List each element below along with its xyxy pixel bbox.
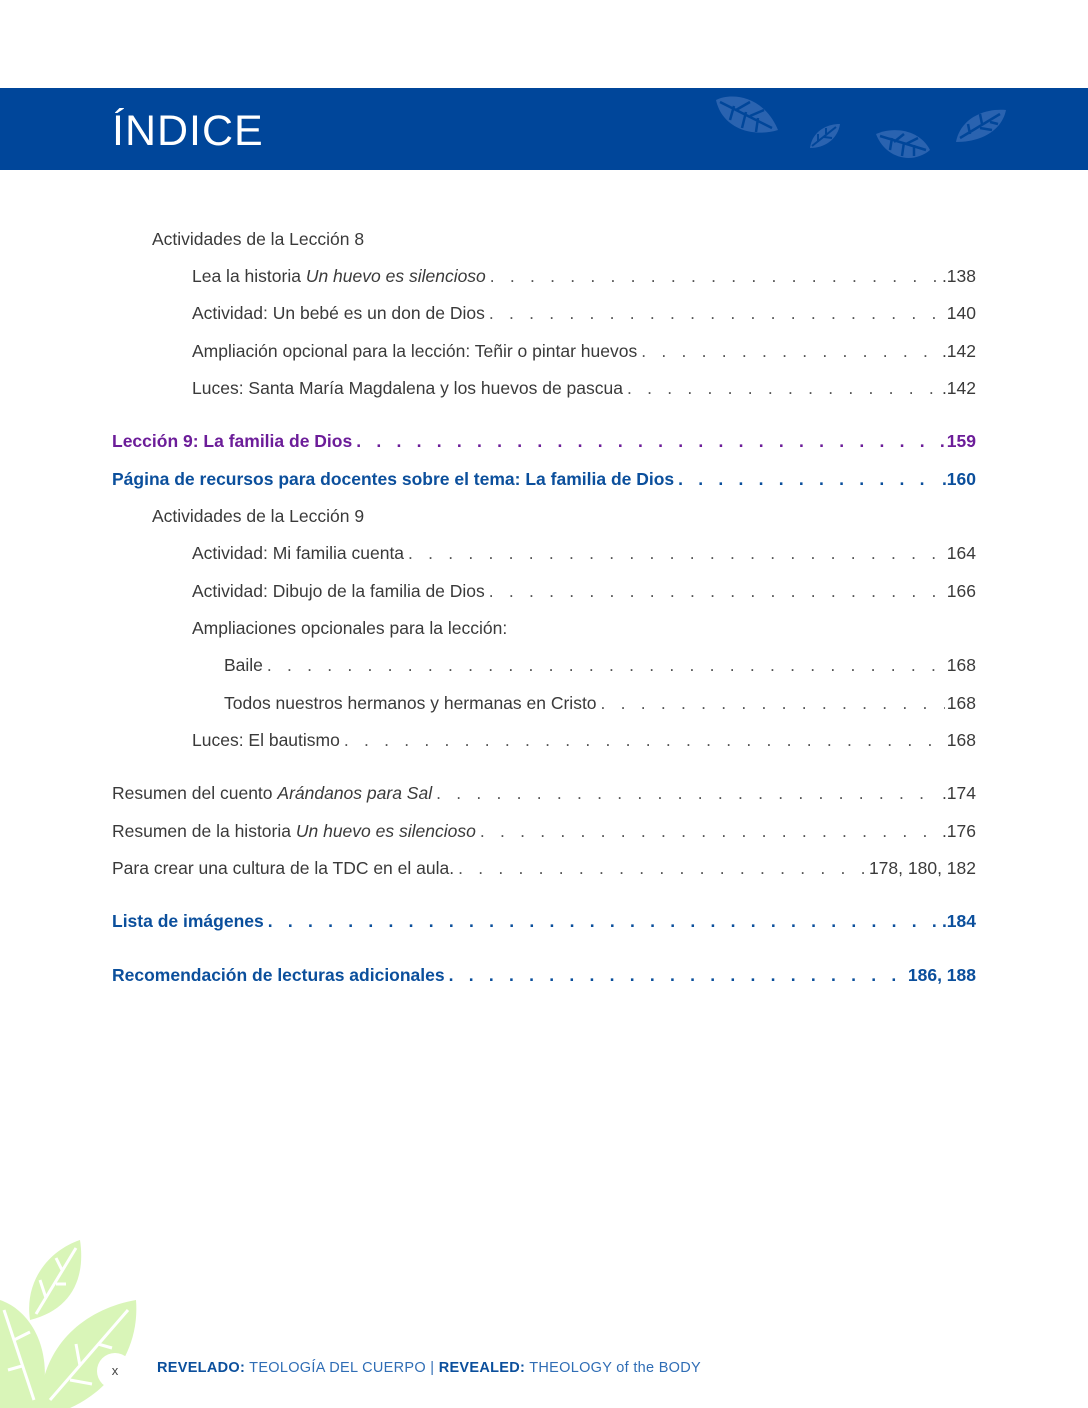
- toc-page-number: 178, 180, 182: [868, 858, 976, 878]
- toc-page-number: 140: [946, 303, 976, 323]
- toc-entry[interactable]: Baile . . . 168: [224, 653, 976, 677]
- toc-entry[interactable]: Actividad: Mi familia cuenta . . . 164: [192, 541, 976, 565]
- toc-page-number: 159: [946, 431, 976, 451]
- toc-page-number: 168: [946, 655, 976, 675]
- toc-page-number: 168: [946, 693, 976, 713]
- toc-resource-heading[interactable]: Página de recursos para docentes sobre el tema: La familia de Dios . . . .160: [112, 467, 976, 491]
- toc-page-number: .174: [941, 783, 976, 803]
- toc-page-number: .184: [941, 911, 976, 931]
- toc-entry[interactable]: Luces: Santa María Magdalena y los huevos de pascua . . . .142: [192, 376, 976, 400]
- toc-images-heading[interactable]: Lista de imágenes . . . .184: [112, 909, 976, 933]
- toc-entry[interactable]: Lea la historia Un huevo es silencioso . . . .138: [192, 264, 976, 288]
- toc-entry[interactable]: Actividad: Dibujo de la familia de Dios . . . 166: [192, 579, 976, 603]
- toc-lesson-heading[interactable]: Lección 9: La familia de Dios . . . 159: [112, 429, 976, 453]
- leaf-icon: [874, 126, 932, 164]
- toc-page-number: 186, 188: [907, 965, 976, 985]
- toc-entry[interactable]: Todos nuestros hermanos y hermanas en Cristo . . . 168: [224, 691, 976, 715]
- toc-entry[interactable]: Resumen del cuento Arándanos para Sal . . . .174: [112, 781, 976, 805]
- toc-page-number: .142: [941, 341, 976, 361]
- toc-page-number: .176: [941, 821, 976, 841]
- header-banner: [0, 88, 1088, 170]
- toc-subsection-heading: Ampliaciones opcionales para la lección:: [192, 618, 508, 638]
- toc-entry[interactable]: Para crear una cultura de la TDC en el aula. . . . 178, 180, 182: [112, 856, 976, 880]
- toc-page-number: 164: [946, 543, 976, 563]
- page-number: x: [97, 1353, 133, 1389]
- leaf-icon: [808, 122, 842, 150]
- toc-page-number: .160: [941, 469, 976, 489]
- toc-entry[interactable]: Resumen de la historia Un huevo es silencioso . . . .176: [112, 819, 976, 843]
- toc-reading-heading[interactable]: Recomendación de lecturas adicionales . . . 186, 188: [112, 963, 976, 987]
- toc-entry[interactable]: Actividad: Un bebé es un don de Dios . . . 140: [192, 301, 976, 325]
- toc-entry[interactable]: Ampliación opcional para la lección: Teñir o pintar huevos . . . .142: [192, 339, 976, 363]
- toc-page-number: 168: [946, 730, 976, 750]
- toc-section-heading: Actividades de la Lección 8: [152, 229, 365, 249]
- footer-brand: REVELADO: TEOLOGÍA DEL CUERPO | REVEALED: THEOLOGY of the BODY: [157, 1360, 701, 1376]
- leaf-icon: [954, 106, 1008, 144]
- page-title: ÍNDICE: [112, 107, 264, 155]
- toc-entry[interactable]: Luces: El bautismo . . . 168: [192, 728, 976, 752]
- toc-page-number: .142: [941, 378, 976, 398]
- toc-page-number: 166: [946, 581, 976, 601]
- toc-section-heading: Actividades de la Lección 9: [152, 506, 365, 526]
- leaf-icon: [712, 92, 782, 138]
- toc-page-number: .138: [941, 266, 976, 286]
